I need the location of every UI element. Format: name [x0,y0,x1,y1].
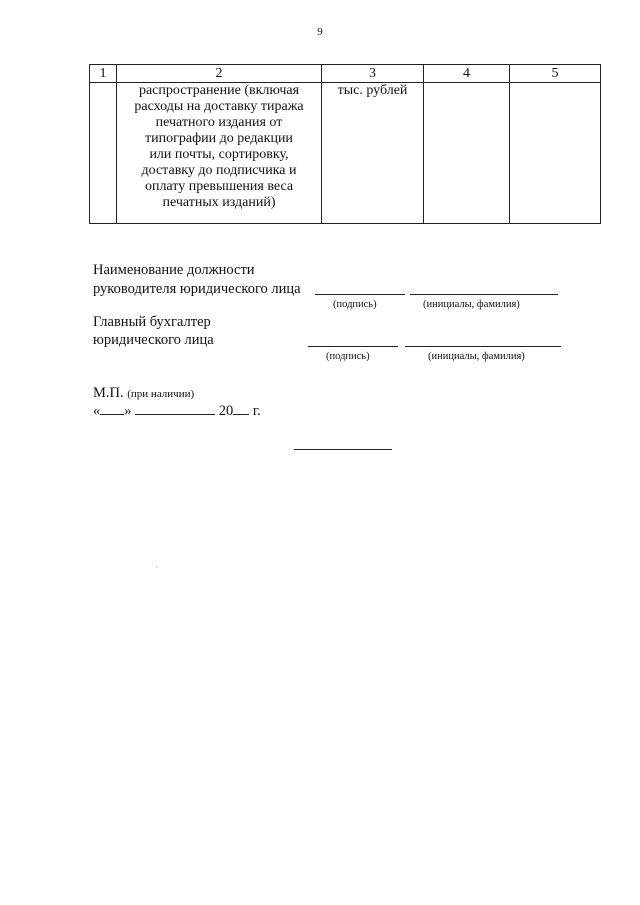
document-end-separator [294,449,392,450]
head-signature-caption: (подпись) [333,299,377,310]
date-month-blank[interactable] [135,402,215,415]
head-initials-line[interactable] [410,294,558,295]
header-col-3: 3 [322,65,424,83]
cell-text-line: доставку до подписчика и [141,163,297,178]
header-col-1: 1 [90,65,117,83]
head-signature-line[interactable] [315,294,405,295]
cell-col-3-unit: тыс. рублей [322,83,424,224]
head-position-label-line2: руководителя юридического лица [93,281,301,297]
header-col-5: 5 [510,65,601,83]
cell-text-line: печатных изданий) [162,195,276,210]
stamp-label [93,385,194,402]
date-open-quote: « [93,403,101,419]
cell-col-2 [117,83,322,224]
accountant-label-line1: Главный бухгалтер [93,314,211,330]
header-col-2: 2 [117,65,322,83]
accountant-initials-line[interactable] [405,346,561,347]
cell-text-line: оплату превышения веса [144,179,294,194]
stamp-mp: М.П. [93,385,124,401]
date-row [93,402,261,420]
cell-text-line: распространение (включая [138,83,300,98]
date-year-suffix: г. [252,403,261,419]
date-day-blank[interactable] [100,402,124,415]
table-header-row [90,65,601,83]
accountant-signature-caption: (подпись) [326,351,370,362]
accountant-signature-line[interactable] [308,346,398,347]
accountant-label-line2: юридического лица [93,332,214,348]
table-row [90,83,601,224]
cell-text-line: типографии до редакции [145,131,293,146]
cell-col-1 [90,83,117,224]
accountant-initials-caption: (инициалы, фамилия) [428,351,525,362]
date-close-quote: » [124,403,132,419]
date-year-prefix: 20 [218,403,234,419]
date-year-blank[interactable] [233,402,249,415]
head-position-label-line1: Наименование должности [93,262,255,278]
head-initials-caption: (инициалы, фамилия) [423,299,520,310]
cell-text-line: печатного издания от [155,115,283,130]
scan-speck [156,567,157,568]
stamp-mp-note: (при наличии) [127,388,195,400]
cell-text-line: расходы на доставку тиража [134,99,304,114]
cell-col-5 [510,83,601,224]
page-number: 9 [317,26,323,38]
report-table [89,64,601,224]
header-col-4: 4 [424,65,510,83]
cell-col-4 [424,83,510,224]
cell-text-line: или почты, сортировку, [149,147,289,162]
